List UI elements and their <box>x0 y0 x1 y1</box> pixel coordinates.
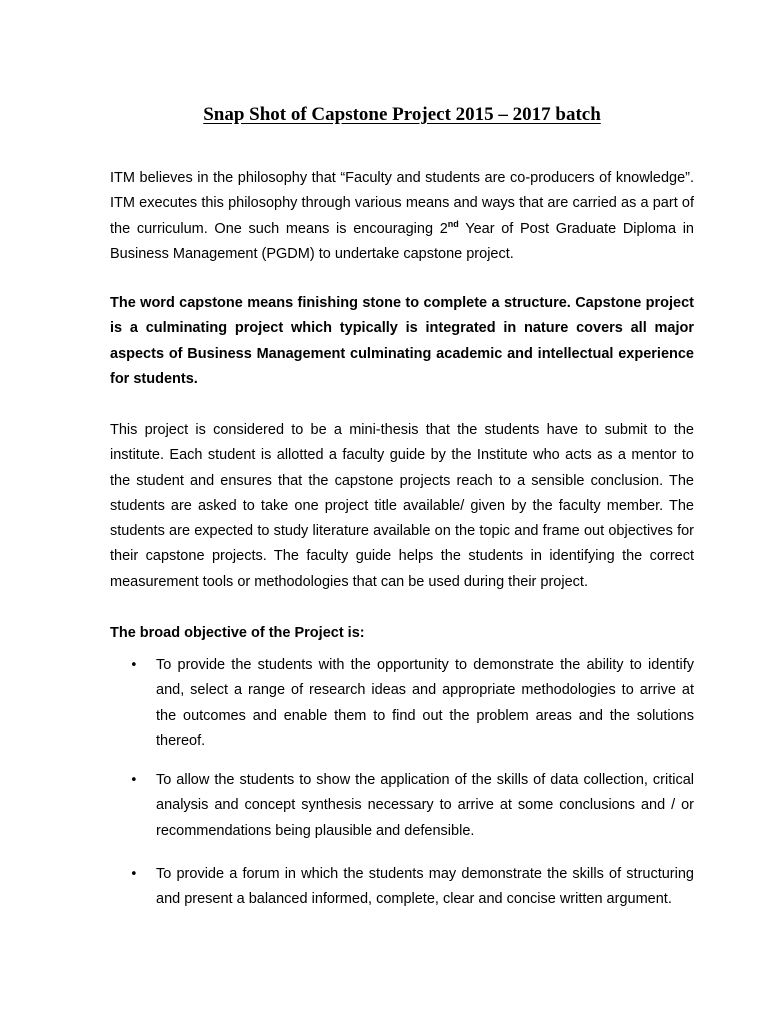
intro-paragraph <box>110 166 694 267</box>
document-title: Snap Shot of Capstone Project 2015 – 2017 batch <box>203 104 601 125</box>
objective-text: To provide the students with the opportunity to demonstrate the ability to identify and, select a range of research ideas and appropriate methodologies to arrive at the outcomes and enable them to find out the problem areas and the solutions thereof. <box>156 657 694 749</box>
objective-text: To allow the students to show the application of the skills of data collection, critical analysis and concept synthesis necessary to arrive at some conclusions and / or recommendations being plausible and defensible. <box>156 772 694 839</box>
bullet-icon: • <box>130 658 138 673</box>
intro-text-part-2: Year of Post Graduate Diploma in Business Management (PGDM) to undertake capstone project. <box>110 220 694 262</box>
objective-heading: The broad objective of the Project is: <box>110 625 365 641</box>
intro-text-part-1: ITM believes in the philosophy that “Faculty and students are co-producers of knowledge”. ITM executes this philosophy through various means and ways that are carried as a part of the curriculum. One such means is encouraging 2 <box>110 170 694 237</box>
ordinal-superscript: nd <box>447 218 459 229</box>
bullet-icon: • <box>130 867 138 882</box>
bullet-icon: • <box>130 773 138 788</box>
capstone-definition-paragraph: The word capstone means finishing stone to complete a structure. Capstone project is a culminating project which typically is integrated in nature covers all major aspects of Business Management culminating academic and intellectual experience for students. <box>110 295 694 387</box>
project-description-paragraph: This project is considered to be a mini-thesis that the students have to submit to the institute. Each student is allotted a faculty guide by the Institute who acts as a mentor to the student and ensures that the capstone projects reach to a sensible conclusion. The students are asked to take one project title available/ given by the faculty member. The students are expected to study literature available on the topic and frame out objectives for their capstone projects. The faculty guide helps the students in identifying the correct measurement tools or methodologies that can be used during their project. <box>110 422 694 590</box>
objective-text: To provide a forum in which the students may demonstrate the skills of structuring and present a balanced informed, complete, clear and concise written argument. <box>156 866 694 908</box>
